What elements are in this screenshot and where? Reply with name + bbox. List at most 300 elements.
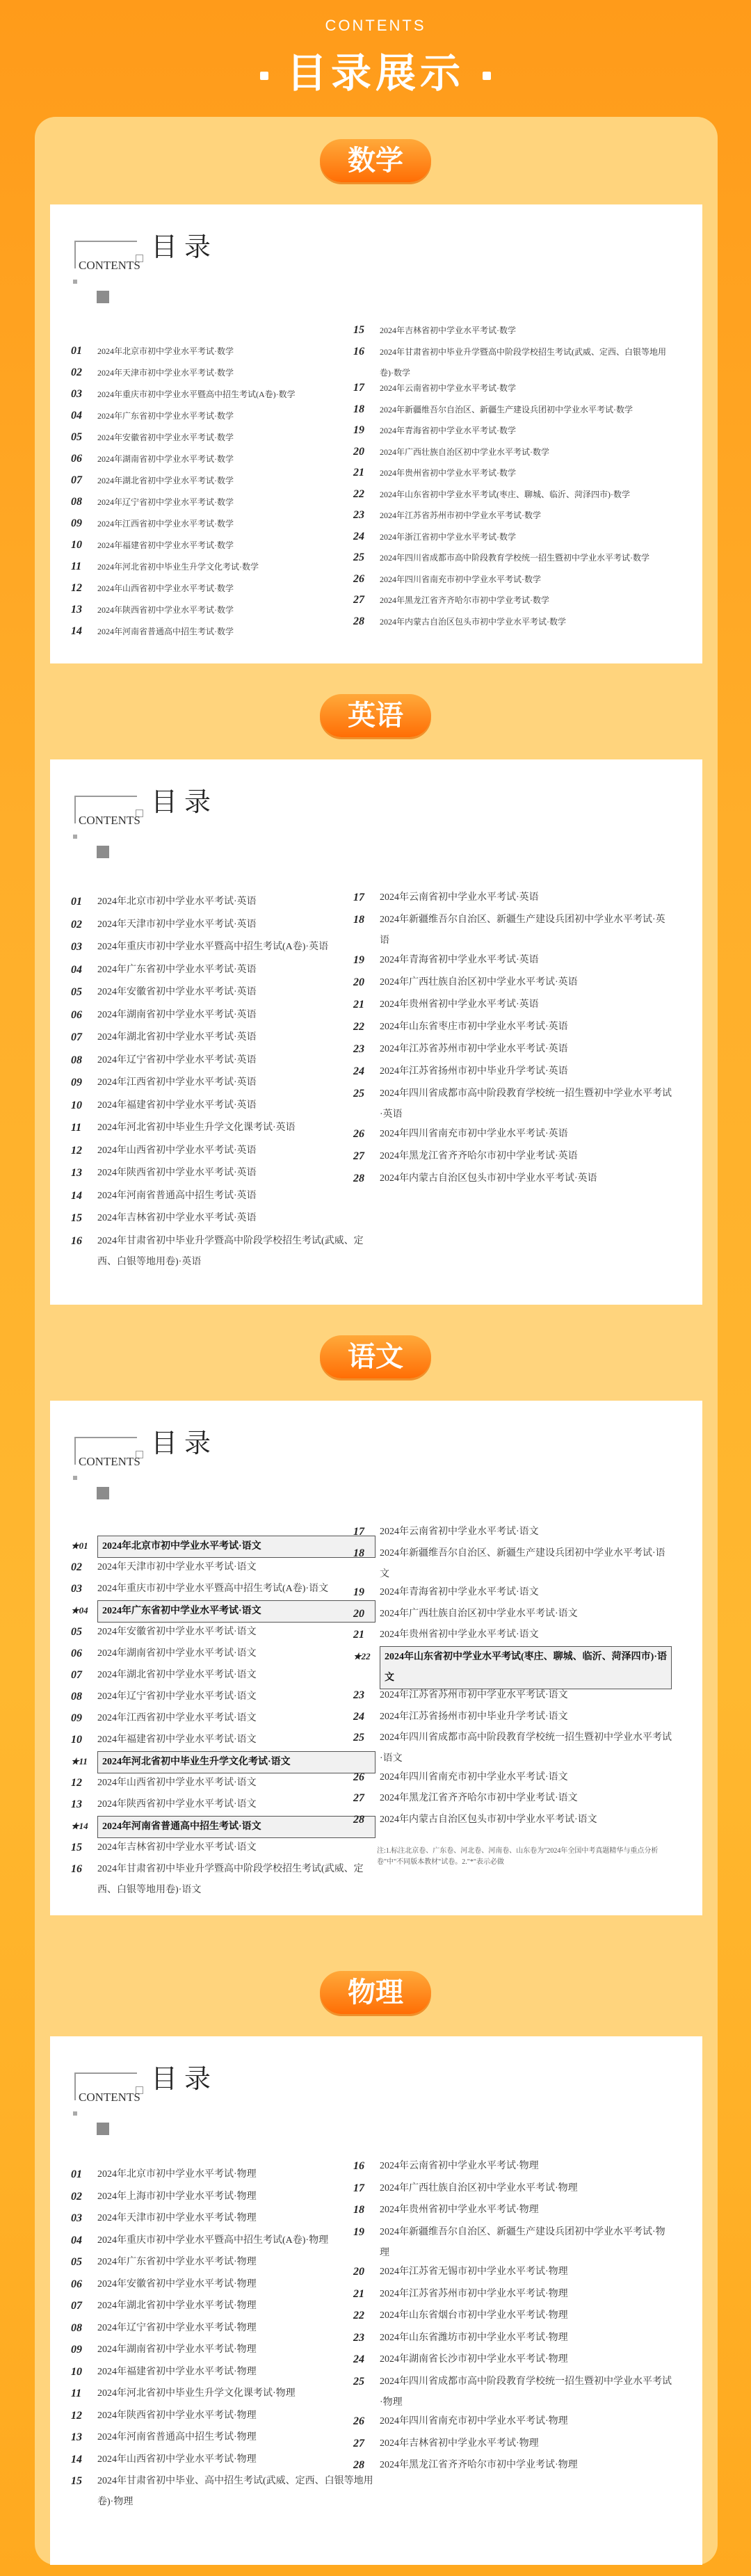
entry-title: 2024年广西壮族自治区初中学业水平考试·英语 — [380, 977, 578, 988]
toc-title: 目录 — [151, 788, 218, 817]
toc-entry[interactable] — [353, 2200, 672, 2221]
entry-number: ★14 — [71, 1821, 88, 1831]
entry-title: 2024年四川省成都市高中阶段教育学校统一招生暨初中学业水平考试·英语 — [380, 1088, 672, 1120]
entry-number: 12 — [71, 582, 82, 594]
entry-number: 16 — [353, 2160, 364, 2172]
entry-title: 2024年江西省初中学业水平考试·数学 — [97, 519, 234, 529]
toc-entry[interactable] — [353, 484, 672, 505]
entry-title: 2024年江苏省无锡市初中学业水平考试·物理 — [380, 2267, 568, 2277]
toc-entry[interactable] — [71, 470, 376, 491]
toc-entry[interactable] — [353, 442, 672, 462]
entry-title: 2024年湖北省初中学业水平考试·数学 — [97, 476, 234, 485]
toc-entry[interactable] — [71, 1186, 376, 1207]
entry-title: 2024年湖南省初中学业水平考试·物理 — [97, 2344, 257, 2355]
toc-entry[interactable] — [353, 378, 672, 399]
bullet-dot-icon — [483, 72, 491, 80]
toc-entry[interactable] — [71, 2230, 376, 2252]
entry-title: 2024年河南省普通高中招生考试·英语 — [97, 1190, 257, 1201]
entry-title: 2024年贵州省初中学业水平考试·英语 — [380, 999, 539, 1010]
entry-title: 2024年青海省初中学业水平考试·英语 — [380, 955, 539, 965]
entry-number: 27 — [353, 1792, 364, 1804]
entry-title: 2024年山东省初中学业水平考试(枣庄、聊城、临沂、菏泽四市)·数学 — [380, 489, 630, 499]
entry-number: 23 — [353, 1043, 364, 1055]
toc-entry[interactable] — [71, 2362, 376, 2383]
toc-entry[interactable] — [71, 1773, 376, 1794]
entry-title: 2024年江苏省扬州市初中毕业升学考试·语文 — [380, 1711, 568, 1722]
toc-entry[interactable] — [353, 2349, 672, 2371]
toc-entry[interactable] — [71, 1665, 376, 1687]
entry-title: 2024年甘肃省初中毕业升学暨高中阶段学校招生考试(武威、定西、白银等地用卷)·数学 — [380, 346, 666, 378]
entry-number: 28 — [353, 1813, 364, 1826]
entry-title: 2024年辽宁省初中学业水平考试·数学 — [97, 497, 234, 507]
toc-entry[interactable] — [71, 449, 376, 469]
entry-title: 2024年重庆市初中学业水平暨高中招生考试(A卷)·英语 — [97, 942, 329, 952]
entry-title: 2024年陕西省初中学业水平考试·英语 — [97, 1168, 257, 1178]
toc-entry[interactable] — [353, 910, 672, 951]
toc-entry[interactable] — [353, 2284, 672, 2305]
toc-entry[interactable] — [71, 2252, 376, 2273]
entry-number: ★22 — [353, 1650, 371, 1661]
toc-entry[interactable] — [353, 2262, 672, 2283]
entry-number: 05 — [71, 2256, 82, 2268]
entry-title: 2024年上海市初中学业水平考试·物理 — [97, 2191, 257, 2202]
section-tag-3: 物理 — [320, 1971, 431, 2014]
entry-number: 03 — [71, 2212, 82, 2224]
toc-entry[interactable] — [353, 1625, 672, 1646]
toc-entry[interactable] — [71, 1816, 376, 1838]
toc-entry[interactable] — [353, 2222, 672, 2264]
entry-title: 2024年河南省普通高中招生考试·物理 — [97, 2432, 257, 2442]
toc-entry[interactable] — [71, 1859, 376, 1901]
entry-title: 2024年吉林省初中学业水平考试·物理 — [380, 2438, 539, 2449]
entry-number: 24 — [353, 530, 364, 542]
footnote: 注:1.标注北京卷、广东卷、河北卷、河南卷、山东卷为"2024年全国中考真题精华与重点分析卷"中"不同版本教材"试卷。2."*"表示必做 — [377, 1847, 659, 1866]
entry-number: 24 — [353, 1065, 364, 1077]
toc-entry[interactable] — [353, 505, 672, 526]
entry-title: 2024年江苏省苏州市初中学业水平考试·物理 — [380, 2288, 568, 2299]
toc-entry[interactable] — [353, 950, 672, 972]
entry-number: 27 — [353, 2437, 364, 2449]
entry-title: 2024年北京市初中学业水平考试·语文 — [97, 1536, 376, 1558]
entry-title: 2024年天津市初中学业水平考试·语文 — [97, 1562, 257, 1572]
entry-title: 2024年山东省潍坊市初中学业水平考试·物理 — [380, 2332, 568, 2343]
entry-number: ★11 — [71, 1756, 88, 1766]
toc-entry[interactable] — [71, 621, 376, 642]
toc-entry[interactable] — [353, 320, 672, 341]
toc-entry[interactable] — [353, 887, 672, 909]
toc-entry[interactable] — [353, 1146, 672, 1168]
toc-entry[interactable] — [353, 1084, 672, 1125]
entry-number: 10 — [71, 2365, 82, 2378]
entry-title: 2024年辽宁省初中学业水平考试·物理 — [97, 2322, 257, 2333]
entry-title: 2024年四川省成都市高中阶段教育学校统一招生暨初中学业水平考试·物理 — [380, 2376, 672, 2408]
entry-title: 2024年四川省南充市初中学业水平考试·数学 — [380, 574, 541, 584]
toc-entry[interactable] — [353, 420, 672, 441]
toc-entry[interactable] — [71, 427, 376, 448]
toc-entry[interactable] — [71, 578, 376, 599]
entry-title: 2024年山东省枣庄市初中学业水平考试·英语 — [380, 1022, 568, 1032]
entry-number: 17 — [353, 1526, 364, 1538]
entry-number: 21 — [353, 1629, 364, 1641]
toc-entry[interactable] — [71, 2164, 376, 2186]
toc-entry[interactable] — [71, 492, 376, 513]
entry-title: 2024年广东省初中学业水平考试·物理 — [97, 2257, 257, 2267]
entry-number: 26 — [353, 2415, 364, 2427]
entry-number: 21 — [353, 467, 364, 478]
toc-entry[interactable] — [353, 1707, 672, 1728]
entry-number: 21 — [353, 999, 364, 1011]
entry-title: 2024年黑龙江省齐齐哈尔市初中学业考试·数学 — [380, 595, 549, 605]
toc-entry[interactable] — [71, 2449, 376, 2471]
toc-entry[interactable] — [353, 1685, 672, 1707]
entry-title: 2024年湖南省初中学业水平考试·数学 — [97, 454, 234, 464]
toc-entry[interactable] — [71, 362, 376, 383]
entry-title: 2024年广东省初中学业水平考试·语文 — [97, 1600, 376, 1623]
entry-title: 2024年新疆维吾尔自治区、新疆生产建设兵团初中学业水平考试·语文 — [380, 1547, 665, 1579]
entry-title: 2024年四川省南充市初中学业水平考试·物理 — [380, 2416, 568, 2426]
toc-entry[interactable] — [71, 2318, 376, 2340]
entry-number: 25 — [353, 1088, 364, 1100]
entry-title: 2024年辽宁省初中学业水平考试·英语 — [97, 1054, 257, 1065]
entry-title: 2024年山西省初中学业水平考试·英语 — [97, 1145, 257, 1156]
toc-entry[interactable] — [353, 1646, 672, 1689]
entry-number: 03 — [71, 1583, 82, 1595]
toc-entry[interactable] — [353, 995, 672, 1016]
toc-entry[interactable] — [71, 1708, 376, 1730]
entry-number: 01 — [71, 345, 82, 357]
entry-number: 05 — [71, 431, 82, 443]
entry-number: 23 — [353, 2331, 364, 2344]
toc-card-2 — [50, 1401, 702, 1915]
entry-title: 2024年河北省初中毕业生升学文化课考试·英语 — [97, 1122, 296, 1133]
entry-title: 2024年黑龙江省齐齐哈尔市初中学业考试·语文 — [380, 1793, 578, 1803]
entry-number: 11 — [71, 2388, 82, 2399]
entry-title: 2024年新疆维吾尔自治区、新疆生产建设兵团初中学业水平考试·英语 — [380, 915, 665, 946]
section-tag-2: 语文 — [320, 1335, 431, 1378]
entry-title: 2024年吉林省初中学业水平考试·语文 — [97, 1842, 257, 1853]
toc-entry[interactable] — [71, 2208, 376, 2230]
entry-title: 2024年云南省初中学业水平考试·语文 — [380, 1527, 539, 1537]
entry-number: 19 — [353, 954, 364, 966]
entry-number: 10 — [71, 1734, 82, 1746]
toc-entry[interactable] — [71, 405, 376, 426]
toc-entry[interactable] — [71, 2383, 376, 2405]
toc-title: 目录 — [151, 1429, 218, 1458]
toc-entry[interactable] — [71, 1837, 376, 1859]
entry-number: 27 — [353, 594, 364, 606]
entry-title: 2024年安徽省初中学业水平考试·语文 — [97, 1627, 257, 1637]
toc-entry[interactable] — [71, 915, 376, 936]
toc-entry[interactable] — [353, 2328, 672, 2349]
entry-number: 18 — [353, 2204, 364, 2216]
entry-number: 13 — [71, 604, 82, 615]
entry-title: 2024年湖南省初中学业水平考试·英语 — [97, 1009, 257, 1020]
toc-entry[interactable] — [353, 1810, 672, 1831]
entry-title: 2024年内蒙古自治区包头市初中学业水平考试·数学 — [380, 616, 566, 627]
page-title — [0, 40, 751, 99]
toc-entry[interactable] — [71, 556, 376, 577]
entry-title: 2024年云南省初中学业水平考试·英语 — [380, 892, 539, 903]
entry-number: ★04 — [71, 1605, 88, 1616]
toc-entry[interactable] — [71, 1050, 376, 1072]
toc-entry[interactable] — [353, 2411, 672, 2433]
toc-title: 目录 — [151, 233, 218, 262]
entry-title: 2024年山西省初中学业水平考试·物理 — [97, 2454, 257, 2465]
entry-number: 14 — [71, 1189, 82, 1202]
toc-entry[interactable] — [71, 1536, 376, 1558]
entry-number: 16 — [71, 1234, 82, 1247]
toc-entry[interactable] — [71, 1730, 376, 1751]
toc-title: 目录 — [151, 2065, 218, 2094]
toc-entry[interactable] — [353, 1039, 672, 1061]
toc-entry[interactable] — [71, 1072, 376, 1094]
section-tag-1: 英语 — [320, 694, 431, 737]
entry-title: 2024年湖北省初中学业水平考试·语文 — [97, 1670, 257, 1680]
entry-title: 2024年重庆市初中学业水平暨高中招生考试(A卷)·语文 — [97, 1584, 329, 1594]
entry-title: 2024年广东省初中学业水平考试·英语 — [97, 964, 257, 975]
toc-entry[interactable] — [353, 2433, 672, 2455]
entry-title: 2024年甘肃省初中毕业升学暨高中阶段学校招生考试(武威、定西、白银等地用卷)·语文 — [97, 1864, 364, 1895]
toc-entry[interactable] — [353, 972, 672, 994]
entry-number: 15 — [71, 2475, 82, 2487]
contents-label: CONTENTS — [79, 2091, 140, 2104]
entry-number: 01 — [71, 2168, 82, 2180]
toc-entry[interactable] — [353, 399, 672, 420]
entry-number: 05 — [71, 1626, 82, 1638]
toc-entry[interactable] — [353, 1604, 672, 1625]
entry-title: 2024年天津市初中学业水平考试·物理 — [97, 2213, 257, 2223]
toc-entry[interactable] — [71, 384, 376, 405]
entry-number: 18 — [353, 1547, 364, 1559]
toc-entry[interactable] — [353, 1788, 672, 1810]
entry-number: 28 — [353, 1173, 364, 1184]
entry-number: 17 — [353, 892, 364, 903]
entry-number: 13 — [71, 2431, 82, 2443]
toc-entry[interactable] — [353, 1543, 672, 1585]
entry-title: 2024年江西省初中学业水平考试·英语 — [97, 1077, 257, 1088]
entry-title: 2024年福建省初中学业水平考试·语文 — [97, 1734, 257, 1745]
entry-number: 26 — [353, 1128, 364, 1140]
entry-title: 2024年天津市初中学业水平考试·英语 — [97, 919, 257, 930]
toc-entry[interactable] — [71, 341, 376, 362]
toc-entry[interactable] — [71, 982, 376, 1004]
entry-number: 06 — [71, 1648, 82, 1659]
toc-entry[interactable] — [71, 2296, 376, 2317]
toc-entry[interactable] — [71, 599, 376, 620]
toc-entry[interactable] — [71, 1687, 376, 1708]
toc-entry[interactable] — [353, 1061, 672, 1083]
toc-card-1 — [50, 759, 702, 1305]
toc-entry[interactable] — [353, 547, 672, 568]
toc-entry[interactable] — [71, 2274, 376, 2296]
entry-title: 2024年湖北省初中学业水平考试·英语 — [97, 1032, 257, 1043]
entry-number: 25 — [353, 552, 364, 563]
entry-number: 02 — [71, 1561, 82, 1573]
entry-number: 02 — [71, 918, 82, 931]
contents-label: CONTENTS — [79, 1455, 140, 1468]
toc-entry[interactable] — [353, 1168, 672, 1190]
toc-entry[interactable] — [353, 590, 672, 611]
entry-number: 12 — [71, 1777, 82, 1789]
entry-title: 2024年辽宁省初中学业水平考试·语文 — [97, 1691, 257, 1702]
entry-number: 08 — [71, 496, 82, 508]
entry-number: 04 — [71, 963, 82, 976]
toc-entry[interactable] — [71, 1794, 376, 1816]
entry-number: ★01 — [71, 1540, 88, 1551]
toc-entry[interactable] — [71, 1027, 376, 1049]
entry-title: 2024年云南省初中学业水平考试·物理 — [380, 2161, 539, 2171]
entry-title: 2024年重庆市初中学业水平暨高中招生考试(A卷)·物理 — [97, 2235, 329, 2246]
toc-entry[interactable] — [71, 2406, 376, 2427]
toc-entry[interactable] — [71, 1622, 376, 1643]
toc-entry[interactable] — [353, 1124, 672, 1145]
toc-entry[interactable] — [71, 1643, 376, 1665]
entry-number: 27 — [353, 1150, 364, 1162]
toc-entry[interactable] — [353, 1017, 672, 1038]
entry-title: 2024年山西省初中学业水平考试·数学 — [97, 583, 234, 593]
entry-title: 2024年陕西省初中学业水平考试·数学 — [97, 605, 234, 615]
toc-entry[interactable] — [71, 1095, 376, 1117]
contents-label: CONTENTS — [79, 259, 140, 272]
bullet-dot-icon — [260, 72, 268, 80]
entry-number: 22 — [353, 2310, 364, 2321]
toc-entry[interactable] — [353, 2178, 672, 2200]
toc-entry[interactable] — [71, 1751, 376, 1773]
entry-number: 22 — [353, 1021, 364, 1033]
toc-entry[interactable] — [71, 1005, 376, 1027]
toc-entry[interactable] — [353, 611, 672, 632]
entry-number: 03 — [71, 388, 82, 400]
entry-number: 08 — [71, 1054, 82, 1066]
entry-title: 2024年湖北省初中学业水平考试·物理 — [97, 2301, 257, 2311]
entry-number: 08 — [71, 1691, 82, 1702]
entry-number: 13 — [71, 1798, 82, 1810]
toc-entry[interactable] — [353, 1522, 672, 1543]
toc-entry[interactable] — [353, 1767, 672, 1789]
entry-title: 2024年河南省普通高中招生考试·语文 — [97, 1816, 376, 1838]
entry-number: 04 — [71, 410, 82, 421]
entry-title: 2024年广西壮族自治区初中学业水平考试·物理 — [380, 2182, 578, 2193]
entry-number: 12 — [71, 2409, 82, 2422]
entry-number: 05 — [71, 986, 82, 998]
entry-number: 06 — [71, 2278, 82, 2290]
toc-card-3 — [50, 2036, 702, 2565]
entry-title: 2024年安徽省初中学业水平考试·物理 — [97, 2278, 257, 2289]
toc-entry[interactable] — [71, 2187, 376, 2208]
entry-title: 2024年浙江省初中学业水平考试·数学 — [380, 531, 516, 542]
toc-entry[interactable] — [71, 535, 376, 556]
entry-number: 01 — [71, 896, 82, 908]
entry-title: 2024年贵州省初中学业水平考试·物理 — [380, 2205, 539, 2215]
toc-entry[interactable] — [71, 1163, 376, 1184]
entry-number: 07 — [71, 2300, 82, 2312]
entry-number: 24 — [353, 1710, 364, 1723]
entry-number: 17 — [353, 2182, 364, 2194]
entry-number: 26 — [353, 1771, 364, 1783]
entry-title: 2024年陕西省初中学业水平考试·物理 — [97, 2410, 257, 2421]
toc-entry[interactable] — [71, 1557, 376, 1579]
entry-number: 11 — [71, 561, 82, 572]
entry-number: 09 — [71, 1077, 82, 1088]
toc-entry[interactable] — [71, 1141, 376, 1162]
entry-number: 24 — [353, 2353, 364, 2365]
entry-title: 2024年江苏省扬州市初中毕业升学考试·英语 — [380, 1066, 568, 1077]
entry-title: 2024年青海省初中学业水平考试·语文 — [380, 1587, 539, 1597]
toc-entry[interactable] — [71, 1600, 376, 1623]
entry-number: 19 — [353, 1586, 364, 1598]
entry-number: 03 — [71, 941, 82, 953]
entry-number: 23 — [353, 1689, 364, 1701]
entry-number: 25 — [353, 1732, 364, 1744]
entry-title: 2024年山西省初中学业水平考试·语文 — [97, 1778, 257, 1788]
entry-number: 14 — [71, 2453, 82, 2465]
entry-number: 19 — [353, 2225, 364, 2238]
page-title-text: 目录展示 — [286, 49, 465, 97]
entry-title: 2024年天津市初中学业水平考试·数学 — [97, 368, 234, 378]
entry-number: 11 — [71, 1122, 82, 1134]
toc-entry[interactable] — [71, 1208, 376, 1230]
entry-title: 2024年湖南省长沙市初中学业水平考试·物理 — [380, 2354, 568, 2365]
toc-entry[interactable] — [353, 2455, 672, 2477]
toc-entry[interactable] — [71, 1118, 376, 1139]
entry-title: 2024年吉林省初中学业水平考试·数学 — [380, 325, 516, 335]
entry-number: 09 — [71, 2344, 82, 2356]
entry-number: 28 — [353, 615, 364, 627]
entry-title: 2024年甘肃省初中毕业、高中招生考试(武威、定西、白银等地用卷)·物理 — [97, 2476, 373, 2507]
entry-title: 2024年广西壮族自治区初中学业水平考试·数学 — [380, 446, 549, 457]
toc-entry[interactable] — [71, 513, 376, 534]
entry-title: 2024年安徽省初中学业水平考试·数学 — [97, 433, 234, 442]
toc-entry[interactable] — [353, 1728, 672, 1769]
toc-entry[interactable] — [353, 462, 672, 483]
toc-entry[interactable] — [71, 2427, 376, 2449]
toc-entry[interactable] — [353, 2372, 672, 2413]
entry-number: 26 — [353, 572, 364, 585]
toc-entry[interactable] — [353, 2305, 672, 2327]
entry-number: 16 — [353, 345, 364, 357]
toc-entry[interactable] — [71, 1231, 376, 1273]
toc-entry[interactable] — [71, 892, 376, 913]
contents-label: CONTENTS — [79, 814, 140, 827]
entry-number: 13 — [71, 1167, 82, 1179]
entry-number: 07 — [71, 474, 82, 486]
entry-number: 18 — [353, 914, 364, 926]
entry-title: 2024年贵州省初中学业水平考试·数学 — [380, 468, 516, 478]
header-subtitle: CONTENTS — [325, 17, 426, 34]
toc-entry[interactable] — [353, 2156, 672, 2177]
toc-entry[interactable] — [353, 569, 672, 590]
toc-card-0 — [50, 204, 702, 663]
entry-number: 15 — [71, 1212, 82, 1224]
toc-entry[interactable] — [353, 526, 672, 547]
toc-entry[interactable] — [71, 2471, 376, 2513]
toc-entry[interactable] — [353, 1582, 672, 1604]
toc-entry[interactable] — [353, 341, 672, 383]
toc-entry[interactable] — [71, 2340, 376, 2361]
toc-entry[interactable] — [71, 1579, 376, 1600]
entry-number: 19 — [353, 424, 364, 436]
entry-number: 04 — [71, 2234, 82, 2246]
toc-entry[interactable] — [71, 937, 376, 958]
entry-title: 2024年江西省初中学业水平考试·语文 — [97, 1713, 257, 1723]
entry-number: 18 — [353, 403, 364, 415]
entry-title: 2024年江苏省苏州市初中学业水平考试·英语 — [380, 1044, 568, 1054]
entry-title: 2024年北京市初中学业水平考试·英语 — [97, 896, 257, 907]
toc-entry[interactable] — [71, 960, 376, 981]
entry-title: 2024年内蒙古自治区包头市初中学业水平考试·英语 — [380, 1173, 597, 1184]
entry-title: 2024年黑龙江省齐齐哈尔市初中学业考试·物理 — [380, 2460, 578, 2470]
entry-title: 2024年河北省初中毕业生升学文化考试·数学 — [97, 562, 259, 572]
